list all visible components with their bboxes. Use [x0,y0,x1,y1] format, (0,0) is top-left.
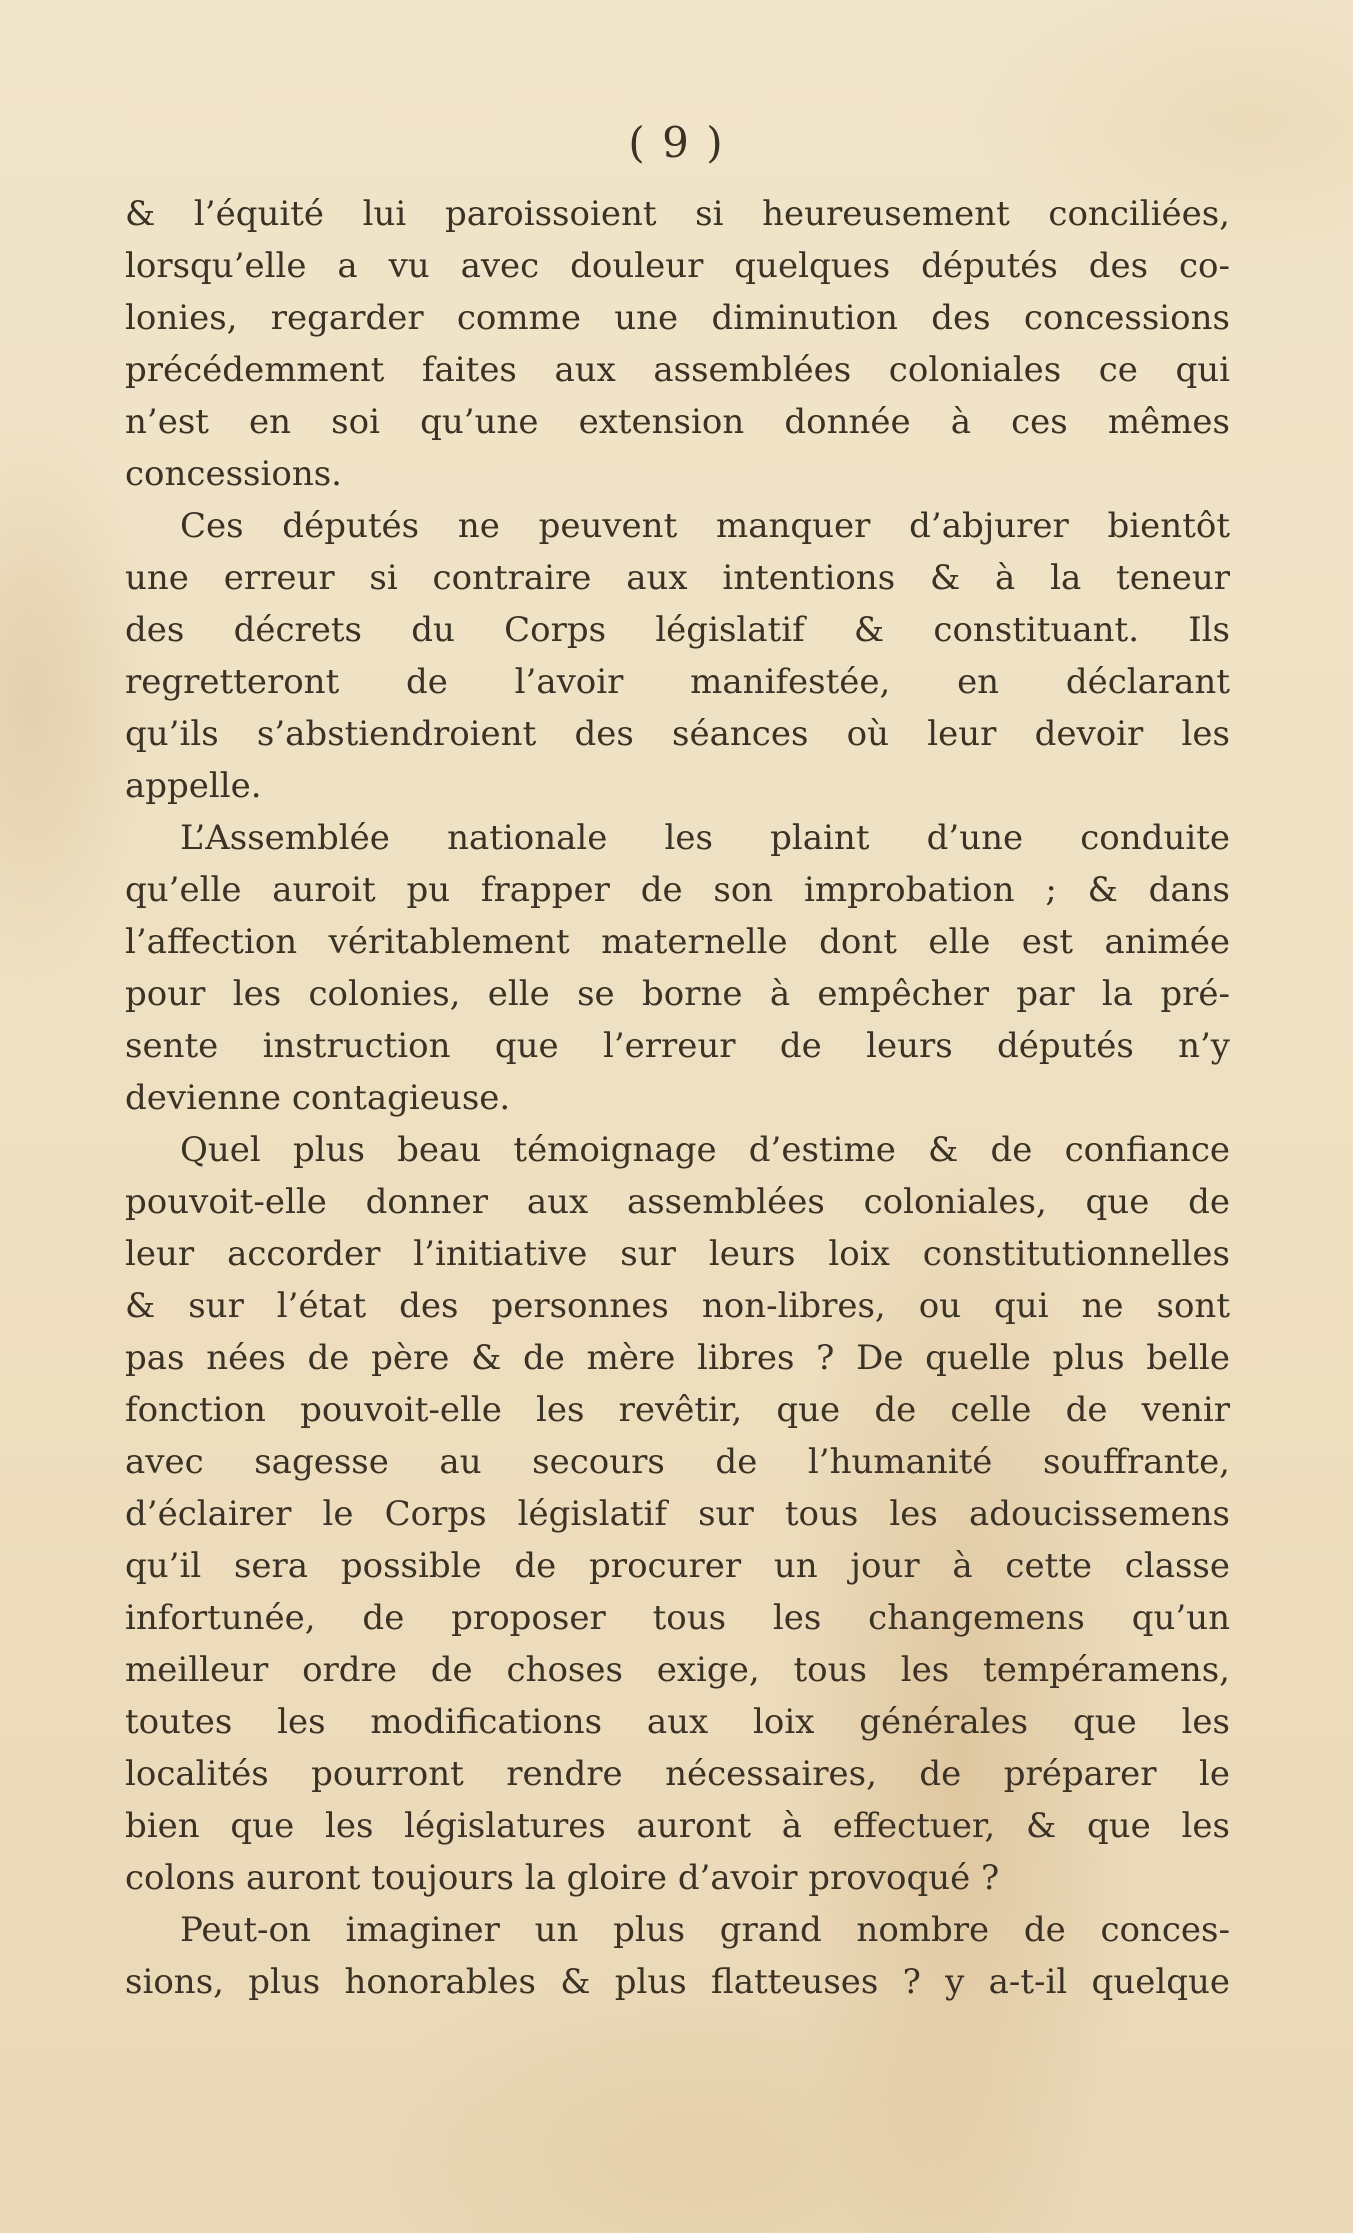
text-line: localités pourront rendre nécessaires, de préparer le [125,1754,1230,1794]
text-line: toutes les modifications aux loix générales que les [125,1702,1230,1742]
text-line: qu’elle auroit pu frapper de son improbation ; & dans [125,870,1230,910]
text-line: infortunée, de proposer tous les changemens qu’un [125,1598,1230,1638]
text-line: Quel plus beau témoignage d’estime & de confiance [180,1130,1230,1170]
text-line: devienne contagieuse. [125,1078,511,1118]
text-line: concessions. [125,454,342,494]
text-line: qu’ils s’abstiendroient des séances où leur devoir les [125,714,1230,754]
text-line: lonies, regarder comme une diminution des concessions [125,298,1230,338]
text-line: n’est en soi qu’une extension donnée à ces mêmes [125,402,1230,442]
text-line: avec sagesse au secours de l’humanité souffrante, [125,1442,1230,1482]
text-line: regretteront de l’avoir manifestée, en déclarant [125,662,1230,702]
text-line: des décrets du Corps législatif & constituant. Ils [125,610,1230,650]
text-line: sions, plus honorables & plus flatteuses ? y a-t-il quelque [125,1962,1230,2002]
text-line: précédemment faites aux assemblées coloniales ce qui [125,350,1230,390]
text-line: colons auront toujours la gloire d’avoir provoqué ? [125,1858,1000,1898]
text-line: & l’équité lui paroissoient si heureusement conciliées, [125,194,1230,234]
text-line: Ces députés ne peuvent manquer d’abjurer bientôt [180,506,1230,546]
text-line: pour les colonies, elle se borne à empêcher par la pré- [125,974,1230,1014]
text-line: pas nées de père & de mère libres ? De quelle plus belle [125,1338,1230,1378]
text-line: une erreur si contraire aux intentions & à la teneur [125,558,1230,598]
page-number: ( 9 ) [628,118,725,167]
text-line: L’Assemblée nationale les plaint d’une conduite [180,818,1230,858]
text-line: Peut-on imaginer un plus grand nombre de conces- [180,1910,1230,1950]
text-line: leur accorder l’initiative sur leurs loix constitutionnelles [125,1234,1230,1274]
text-line: l’affection véritablement maternelle dont elle est animée [125,922,1230,962]
text-line: appelle. [125,766,262,806]
body-text [125,188,1230,2008]
text-line: fonction pouvoit-elle les revêtir, que de celle de venir [125,1390,1230,1430]
text-line: sente instruction que l’erreur de leurs députés n’y [125,1026,1230,1066]
text-line: d’éclairer le Corps législatif sur tous les adoucissemens [125,1494,1230,1534]
text-line: & sur l’état des personnes non-libres, ou qui ne sont [125,1286,1230,1326]
text-line: lorsqu’elle a vu avec douleur quelques députés des co- [125,246,1230,286]
text-line: qu’il sera possible de procurer un jour à cette classe [125,1546,1230,1586]
text-line: bien que les législatures auront à effectuer, & que les [125,1806,1230,1846]
text-line: pouvoit-elle donner aux assemblées coloniales, que de [125,1182,1230,1222]
text-line: meilleur ordre de choses exige, tous les tempéramens, [125,1650,1230,1690]
